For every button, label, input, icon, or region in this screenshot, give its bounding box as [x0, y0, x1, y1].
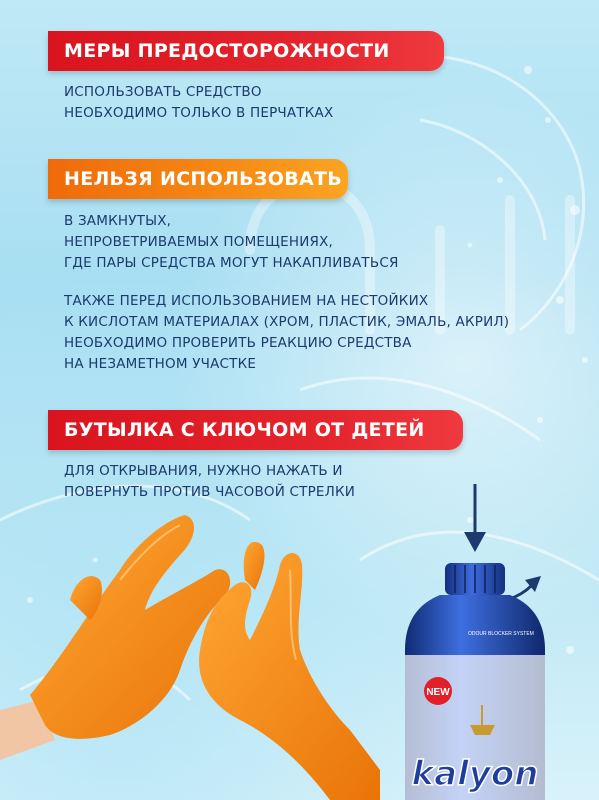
text-line: НЕПРОВЕТРИВАЕМЫХ ПОМЕЩЕНИЯХ,: [64, 234, 334, 250]
heart-hands-gloves: [0, 510, 380, 800]
precautions-title: МЕРЫ ПРЕДОСТОРОЖНОСТИ: [64, 40, 390, 62]
text-line: НЕОБХОДИМО ТОЛЬКО В ПЕРЧАТКАХ: [64, 105, 334, 121]
text-line: В ЗАМКНУТЫХ,: [64, 213, 172, 229]
text-line: К КИСЛОТАМ МАТЕРИАЛАХ (ХРОМ, ПЛАСТИК, ЭМАЛЬ, АКРИЛ): [64, 314, 510, 330]
down-arrow-icon: [460, 482, 490, 554]
bottle: [400, 555, 550, 800]
do-not-use-title: НЕЛЬЗЯ ИСПОЛЬЗОВАТЬ: [64, 168, 343, 190]
text-line: НЕОБХОДИМО ПРОВЕРИТЬ РЕАКЦИЮ СРЕДСТВА: [64, 335, 412, 351]
text-line: ИСПОЛЬЗОВАТЬ СРЕДСТВО: [64, 84, 262, 100]
do-not-use-banner: [48, 159, 348, 199]
cap-label: ODOUR BLOCKER SYSTEM: [468, 631, 534, 637]
text-line: НА НЕЗАМЕТНОМ УЧАСТКЕ: [64, 356, 257, 372]
text-line: ДЛЯ ОТКРЫВАНИЯ, НУЖНО НАЖАТЬ И: [64, 463, 343, 479]
precautions-text: [64, 82, 333, 124]
text-line: ПОВЕРНУТЬ ПРОТИВ ЧАСОВОЙ СТРЕЛКИ: [64, 484, 356, 500]
brand-name: kalyon: [411, 754, 539, 794]
child-lock-title: БУТЫЛКА С КЛЮЧОМ ОТ ДЕТЕЙ: [64, 419, 425, 441]
child-lock-banner: [48, 410, 463, 450]
precautions-banner: [48, 31, 444, 71]
text-line: ТАКЖЕ ПЕРЕД ИСПОЛЬЗОВАНИЕМ НА НЕСТОЙКИХ: [64, 293, 429, 309]
do-not-use-text: [64, 211, 399, 274]
child-lock-text: [64, 461, 355, 503]
materials-warning-text: [64, 291, 509, 375]
new-badge: NEW: [426, 687, 450, 698]
text-line: ГДЕ ПАРЫ СРЕДСТВА МОГУТ НАКАПЛИВАТЬСЯ: [64, 255, 399, 271]
